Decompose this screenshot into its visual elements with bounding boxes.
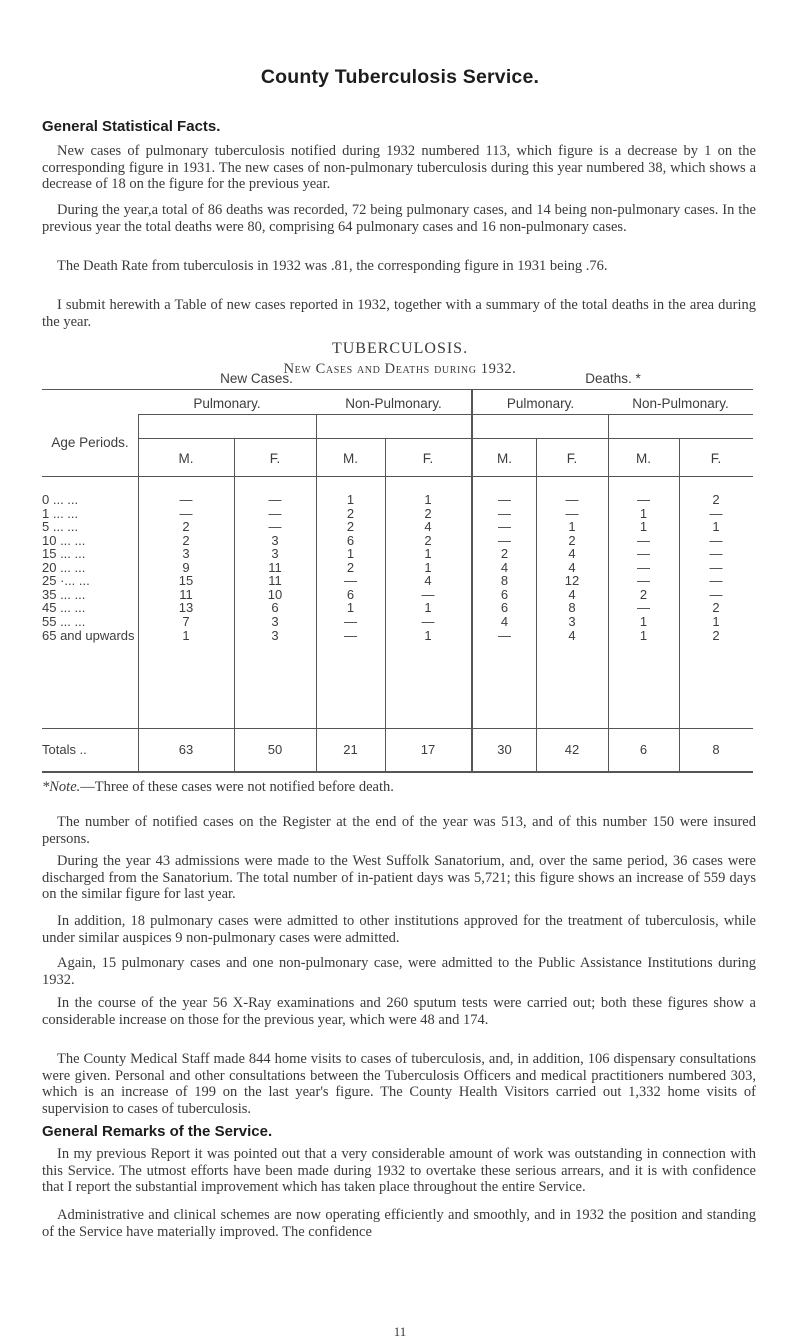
totals-cell: 30	[497, 742, 512, 757]
table-cell: —	[498, 492, 511, 507]
totals-cell: 17	[420, 742, 436, 757]
paragraph-new-cases: New cases of pulmonary tuberculosis notified during 1932 numbered 113, which figure is a decrease by 1 on the corresponding figure in 1931. The new cases of non-pulmonary tuberculosis during this year numbered 38, which shows a decrease of 18 on the figure for the previous year.	[42, 143, 756, 193]
table-cell: —	[637, 600, 650, 616]
table-cell: 2	[639, 586, 648, 602]
table-cell: 6	[271, 600, 279, 616]
age-period-cell: 65 and upwards	[42, 627, 135, 643]
table-cell: 6	[500, 600, 509, 616]
table-cell: 3	[271, 613, 279, 629]
totals-cell: 6	[639, 742, 648, 757]
table-cell: 15	[178, 573, 194, 589]
paragraph-arrears: In my previous Report it was pointed out that a very considerable amount of work was outstanding in connection with this Service. The utmost efforts have been made during 1932 to overtake these serious arrears, and it is with confidence that I report the substantial improvement which has taken place throughout the entire Service.	[42, 1146, 756, 1196]
table-cell: 3	[271, 546, 279, 562]
paragraph-table-intro: I submit herewith a Table of new cases reported in 1932, together with a summary of the total deaths in the area during the year.	[42, 297, 756, 330]
table-cell: —	[268, 505, 282, 521]
table-cell: 1	[424, 559, 432, 575]
table-cell: 1	[182, 627, 190, 643]
table-cell: 4	[568, 586, 576, 602]
header-deaths-pulmonary: Pulmonary.	[506, 396, 575, 411]
page-number: 11	[393, 1324, 407, 1339]
note-text: —Three of these cases were not notified before death.	[80, 779, 394, 795]
paragraph-death-rate: The Death Rate from tuberculosis in 1932 was .81, the corresponding figure in 1931 being .76.	[57, 258, 608, 274]
table-cell: 4	[500, 613, 509, 629]
table-cell: 1	[639, 505, 648, 521]
paragraph-administrative: Administrative and clinical schemes are now operating efficiently and smoothly, and in 1932 the position and standing of the Service have materially improved. The confidence	[42, 1207, 756, 1240]
header-new-non-pulmonary: Non-Pulmonary.	[345, 396, 442, 411]
section-heading-general-remarks: General Remarks of the Service.	[42, 1123, 273, 1140]
header-m: M.	[343, 451, 358, 466]
table-cell: 1	[424, 600, 432, 616]
paragraph-xray: In the course of the year 56 X-Ray examinations and 260 sputum tests were carried out; both these figures show a considerable increase on those for the previous year, which were 48 and 174.	[42, 995, 756, 1028]
table-cell: 6	[346, 586, 355, 602]
header-f: F.	[566, 451, 578, 466]
table-cell: 12	[564, 573, 580, 589]
table-cell: 4	[568, 559, 576, 575]
table-cell: —	[498, 532, 511, 548]
page-title: County Tuberculosis Service.	[260, 66, 540, 88]
table-cell: 2	[712, 492, 720, 507]
table-cell: —	[709, 505, 723, 521]
header-deaths: Deaths. *	[585, 371, 641, 386]
table-cell: 1	[639, 613, 648, 629]
table-cell: 1	[424, 627, 432, 643]
age-period-cell: 20 ... ...	[42, 559, 86, 575]
table-cell: 13	[178, 600, 194, 616]
table-cell: 2	[182, 532, 190, 548]
header-m: M.	[636, 451, 651, 466]
age-period-cell: 1 ... ...	[42, 505, 79, 521]
table-cell: 11	[179, 586, 193, 602]
table-cell: 6	[346, 532, 355, 548]
header-deaths-non-pulmonary: Non-Pulmonary.	[632, 396, 729, 411]
table-cell: 2	[712, 627, 720, 643]
table-cell: —	[637, 546, 650, 562]
header-f: F.	[269, 451, 281, 466]
table-cell: —	[709, 532, 723, 548]
table-cell: —	[179, 492, 193, 507]
table-cell: 2	[500, 546, 509, 562]
table-cell: 4	[568, 546, 576, 562]
table-cell: 2	[424, 532, 432, 548]
header-f: F.	[422, 451, 434, 466]
table-cell: 2	[182, 519, 190, 535]
table-cell: 1	[424, 546, 432, 562]
table-cell: 1	[712, 613, 720, 629]
table-cell: —	[344, 573, 357, 589]
table-cell: 1	[346, 600, 355, 616]
table-cell: 4	[568, 627, 576, 643]
table-cell: —	[637, 492, 650, 507]
age-period-cell: 35 ... ...	[42, 586, 86, 602]
table-cell: 9	[182, 559, 190, 575]
table-cell: —	[344, 627, 357, 643]
age-period-cell: 0 ... ...	[42, 492, 79, 507]
age-period-cell: 25 ·... ...	[42, 573, 90, 589]
table-cell: 2	[346, 559, 355, 575]
table-cell: —	[344, 613, 357, 629]
table-cell: —	[709, 559, 723, 575]
table-cell: 3	[568, 613, 576, 629]
paragraph-home-visits: The County Medical Staff made 844 home visits to cases of tuberculosis, and, in addition, 106 dispensary consultations were given. Personal and other consultations between the Tuberculosis Officers and medical practitioners numbered 303, which is an increase of 199 on the last year's figure. The County Health Visitors carried out 1,332 home visits of supervision to cases of tuberculosis.	[42, 1051, 756, 1117]
section-heading-general-facts: General Statistical Facts.	[42, 118, 221, 135]
table-cell: 6	[500, 586, 509, 602]
table-cell: 3	[182, 546, 190, 562]
note-label: *Note.	[42, 779, 81, 795]
table-cell: 1	[346, 546, 355, 562]
table-cell: —	[268, 519, 282, 535]
table-cell: —	[565, 492, 579, 507]
table-cell: 1	[639, 627, 648, 643]
table-cell: —	[498, 505, 511, 521]
table-cell: —	[268, 492, 282, 507]
table-subtitle: New Cases and Deaths during 1932.	[283, 361, 517, 377]
table-cell: —	[709, 573, 723, 589]
table-cell: 3	[271, 627, 279, 643]
totals-cell: 42	[564, 742, 580, 757]
table-cell: —	[421, 586, 435, 602]
table-cell: 11	[268, 559, 282, 575]
table-cell: —	[498, 627, 511, 643]
table-cell: 2	[346, 519, 355, 535]
paragraph-sanatorium: During the year 43 admissions were made to the West Suffolk Sanatorium, and, over the same period, 36 cases were discharged from the Sanatorium. The total number of in-patient days was 5,721; this figure shows an increase of 559 days on the similar figure for last year.	[42, 853, 756, 903]
table-cell: 2	[346, 505, 355, 521]
table-cell: 2	[712, 600, 720, 616]
table-cell: 1	[346, 492, 355, 507]
table-cell: 7	[182, 613, 190, 629]
age-period-cell: 5 ... ...	[42, 519, 79, 535]
paragraph-public-assistance: Again, 15 pulmonary cases and one non-pulmonary case, were admitted to the Public Assistance Institutions during 1932.	[42, 955, 756, 988]
age-period-cell: 55 ... ...	[42, 613, 86, 629]
table-cell: —	[179, 505, 193, 521]
paragraph-other-institutions: In addition, 18 pulmonary cases were admitted to other institutions approved for the treatment of tuberculosis, while under similar auspices 9 non-pulmonary cases were admitted.	[42, 913, 756, 946]
table-cell: 2	[568, 532, 576, 548]
table-cell: 8	[568, 600, 576, 616]
header-new-pulmonary: Pulmonary.	[193, 396, 261, 411]
table-cell: —	[637, 573, 650, 589]
paragraph-deaths: During the year,a total of 86 deaths was recorded, 72 being pulmonary cases, and 14 being non-pulmonary cases. In the previous year the total deaths were 80, comprising 64 pulmonary cases and 16 non-pulmonary cases.	[42, 202, 756, 235]
table-cell: 1	[639, 519, 648, 535]
table-cell: —	[637, 559, 650, 575]
table-cell: 8	[500, 573, 509, 589]
table-cell: 11	[268, 573, 282, 589]
table-cell: 10	[267, 586, 283, 602]
header-m: M.	[178, 451, 194, 466]
totals-label: Totals ..	[42, 742, 87, 757]
totals-cell: 8	[712, 742, 720, 757]
age-period-cell: 15 ... ...	[42, 546, 86, 562]
table-cell: 4	[424, 573, 432, 589]
header-new-cases: New Cases.	[220, 371, 293, 386]
table-cell: —	[565, 505, 579, 521]
table-cell: 4	[424, 519, 432, 535]
table-cell: —	[498, 519, 511, 535]
header-f: F.	[710, 451, 722, 466]
totals-cell: 63	[178, 742, 194, 757]
table-cell: —	[637, 532, 650, 548]
totals-cell: 21	[343, 742, 358, 757]
age-period-cell: 10 ... ...	[42, 532, 86, 548]
table-cell: 1	[568, 519, 576, 535]
table-cell: 2	[424, 505, 432, 521]
table-cell: 4	[500, 559, 509, 575]
table-title: TUBERCULOSIS.	[331, 340, 469, 357]
totals-cell: 50	[267, 742, 283, 757]
paragraph-register: The number of notified cases on the Register at the end of the year was 513, and of this number 150 were insured persons.	[42, 814, 756, 847]
table-cell: —	[709, 546, 723, 562]
table-cell: 1	[424, 492, 432, 507]
table-cell: —	[421, 613, 435, 629]
table-cell: —	[709, 586, 723, 602]
table-note	[42, 779, 394, 796]
header-m: M.	[497, 451, 512, 466]
age-period-cell: 45 ... ...	[42, 600, 86, 616]
header-age-periods: Age Periods.	[51, 435, 129, 450]
table-cell: 1	[712, 519, 720, 535]
table-cell: 3	[271, 532, 279, 548]
